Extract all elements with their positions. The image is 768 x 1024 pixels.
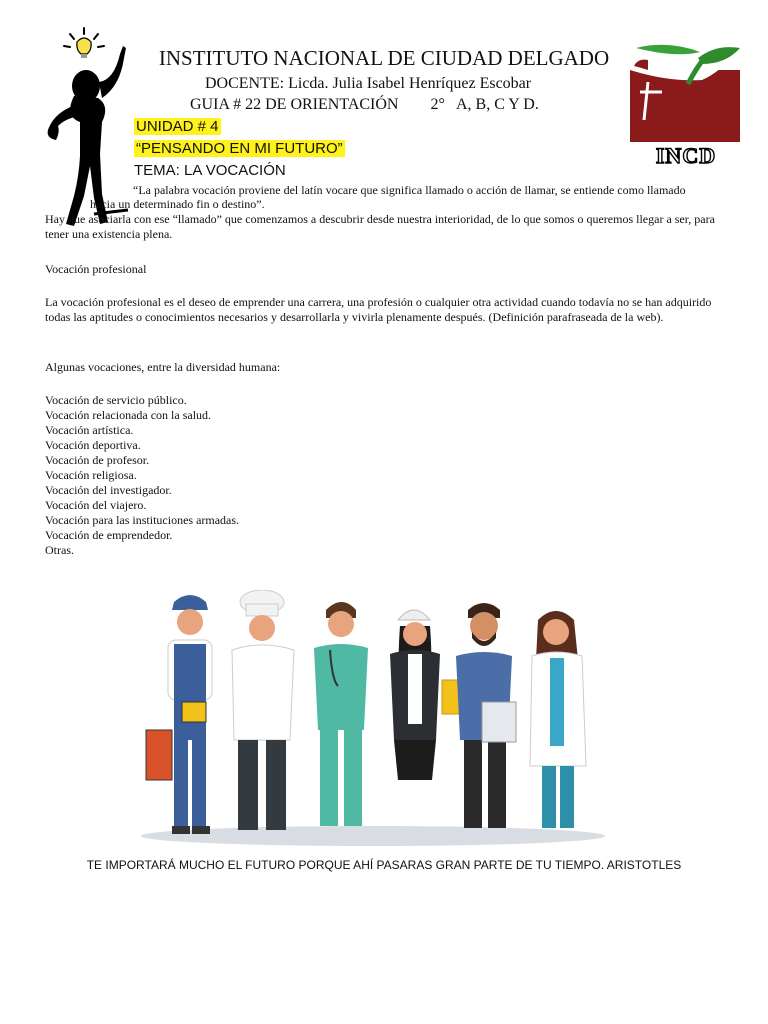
list-item: Vocación de emprendedor.: [45, 528, 173, 542]
list-item: Otras.: [45, 543, 74, 557]
list-item: Vocación artística.: [45, 423, 134, 437]
logo-text: INCD: [655, 143, 717, 168]
guide-title: GUIA # 22 DE ORIENTACIÓN 2° A, B, C Y D.: [190, 96, 539, 113]
list-item: Vocación del investigador.: [45, 483, 172, 497]
engineer-icon: [390, 610, 466, 780]
list-item: Vocación para las instituciones armadas.: [45, 513, 240, 527]
section-heading-professional: Vocación profesional: [45, 262, 147, 276]
unit-title: “PENSANDO EN MI FUTURO”: [136, 140, 343, 157]
teacher-name: DOCENTE: Licda. Julia Isabel Henríquez Escobar: [205, 75, 532, 92]
footer-quote: TE IMPORTARÁ MUCHO EL FUTURO PORQUE AHÍ PASARAS GRAN PARTE DE TU TIEMPO. ARISTOTLES: [86, 858, 682, 872]
paragraph-professional: La vocación profesional es el deseo de emprender una carrera, una profesión o cualquier otra actividad cuando todavía no se han adquirido todas las aptitudes o conocimientos necesarios y desarrollarla y vivirla plenamente después. (Definición parafraseada de la web).: [45, 295, 712, 324]
list-item: Vocación del viajero.: [45, 498, 147, 512]
professionals-illustration: [138, 590, 608, 850]
list-item: Vocación relacionada con la salud.: [45, 408, 212, 422]
quote-line-2: hacia un determinado fin o destino”.: [90, 197, 265, 211]
vocation-list: [45, 393, 239, 558]
doctor-icon: [530, 611, 586, 828]
topic-title: TEMA: LA VOCACIÓN: [134, 162, 286, 179]
list-item: Vocación religiosa.: [45, 468, 137, 482]
quote-line-1: “La palabra vocación proviene del latín vocare que significa llamado o acción de llamar, se entiende como llamado: [133, 183, 686, 197]
paragraph-calling: Hay que asociarla con ese “llamado” que comenzamos a descubrir desde nuestra interioridad, de lo que somos o queremos llegar a ser, para tener una existencia plena.: [45, 212, 715, 241]
school-title: INSTITUTO NACIONAL DE CIUDAD DELGADO: [158, 46, 610, 70]
worker-icon: [146, 595, 212, 834]
list-intro: Algunas vocaciones, entre la diversidad humana:: [45, 360, 281, 374]
nurse-icon: [314, 602, 368, 826]
unit-label: UNIDAD # 4: [136, 118, 219, 135]
list-item: Vocación de servicio público.: [45, 393, 187, 407]
chef-icon: [232, 590, 294, 830]
list-item: Vocación de profesor.: [45, 453, 150, 467]
list-item: Vocación deportiva.: [45, 438, 141, 452]
businessman-icon: [456, 603, 516, 828]
